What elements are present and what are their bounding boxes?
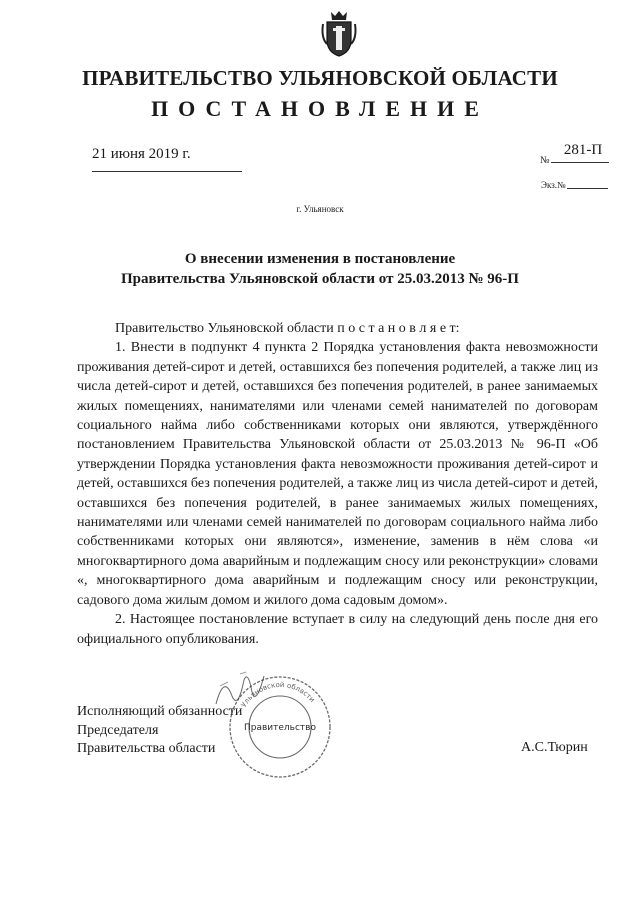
date-underline	[92, 171, 242, 172]
preamble	[77, 319, 598, 338]
document-heading	[0, 249, 640, 289]
heading-line-1: О внесении изменения в постановление	[184, 251, 456, 267]
heading-line-2: Правительства Ульяновской области от 25.03.2013 № 96-П	[121, 271, 519, 287]
seal-center-text: Правительство	[244, 723, 316, 733]
city: г. Ульяновск	[296, 204, 344, 214]
seal-ring-text: Ульяновской области	[239, 680, 317, 709]
government-title: ПРАВИТЕЛЬСТВО УЛЬЯНОВСКОЙ ОБЛАСТИ	[82, 66, 558, 90]
document-date: 21 июня 2019 г.	[92, 146, 191, 162]
number-underline	[551, 162, 609, 163]
svg-text:Ульяновской области	[240, 681, 317, 709]
paragraph-1: 1. Внести в подпункт 4 пункта 2 Порядка установления факта невозможности проживания детей-сирот и детей, оставшихся без попечения родителей, а также лиц из числа детей-сирот и детей, оставшихся без попечения родителей, в ранее занимаемых жилых помещениях, нанимателями или членами семей нанимателей по договорам социального найма либо собственниками которых они являются, утверждённого постановлением Правительства Ульяновской области от 25.03.2013 № 96-П «Об утверждении Порядка установления факта невозможности проживания детей-сирот и детей, оставшихся без попечения родителей, а также лиц из числа детей-сирот и детей, оставшихся без попечения родителей, в ранее занимаемых жилых помещениях, нанимателями или членами семей нанимателей по договорам социального найма либо собственниками которых они являются», изменение, заменив в нём слова «и многоквартирного дома аварийным и подлежащим сносу или реконструкции» словами «, многоквартирного дома аварийным и подлежащим сносу или реконструкции, садового дома жилым домом и жилого дома садовым домом».	[77, 340, 598, 608]
paragraph-2: 2. Настоящее постановление вступает в силу на следующий день после дня его официального опубликования.	[77, 612, 598, 647]
coat-of-arms-icon	[319, 8, 359, 58]
copy-number-label: Экз.№	[541, 180, 566, 190]
document-type: ПОСТАНОВЛЕНИЕ	[151, 96, 489, 121]
document-number: 281-П	[563, 142, 603, 158]
document-body	[77, 319, 598, 649]
signatory-line-3: Правительства области	[77, 741, 216, 756]
signatory-line-2: Председателя	[77, 722, 159, 738]
copy-number-underline	[567, 188, 608, 189]
signatory-name: А.С.Тюрин	[521, 740, 588, 755]
signatory-line-1: Исполняющий обязанности	[77, 704, 243, 719]
official-seal-stamp	[225, 672, 335, 782]
preamble-subject: Правительство Ульяновской области	[115, 321, 338, 336]
preamble-action: п о с т а н о в л я е т:	[337, 321, 460, 336]
number-prefix: №	[540, 155, 550, 166]
